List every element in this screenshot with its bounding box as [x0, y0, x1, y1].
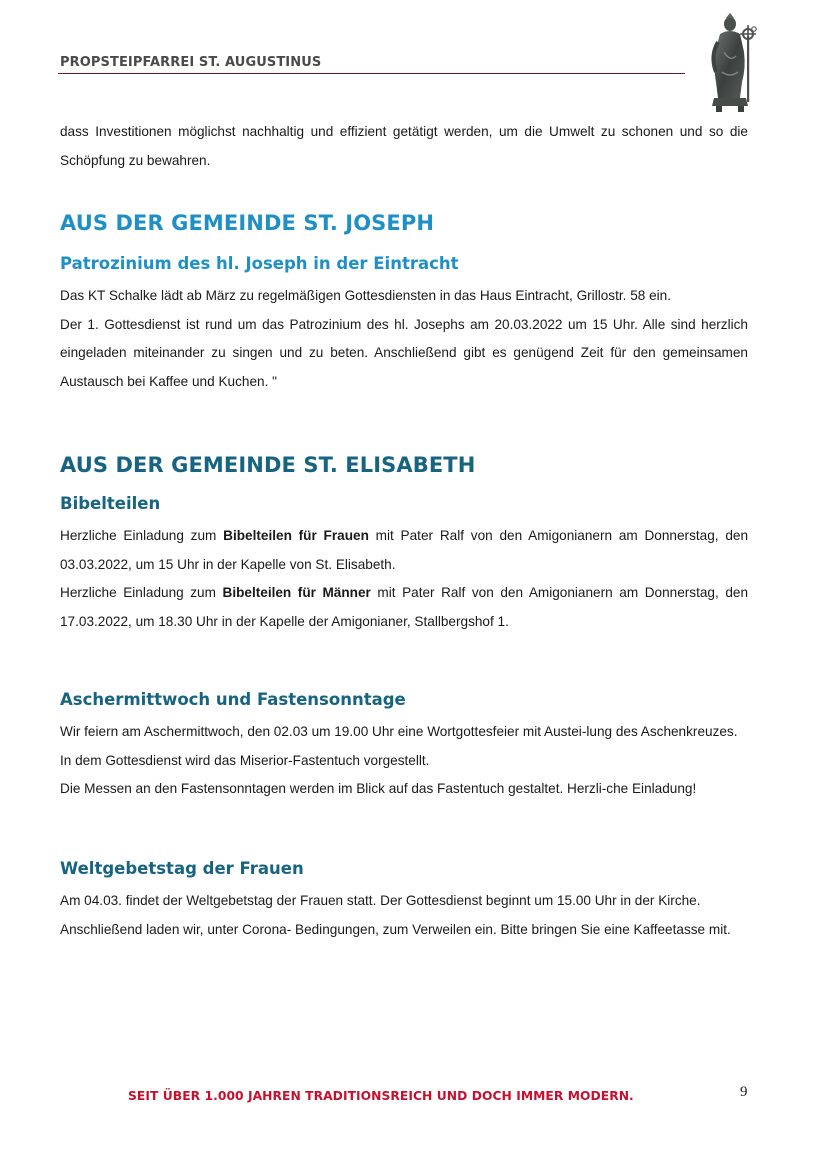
subsection-title: Weltgebetstag der Frauen [60, 859, 304, 878]
subsection-aschermittwoch [60, 690, 748, 709]
paragraph: Die Messen an den Fastensonntagen werden im Blick auf das Fastentuch gestaltet. Herzli-che Einladung! [60, 781, 697, 797]
subsection-title: Patrozinium des hl. Joseph in der Eintracht [60, 254, 459, 273]
section-st-joseph [60, 211, 748, 235]
paragraph-maenner [60, 579, 748, 636]
paragraph: Wir feiern am Aschermittwoch, den 02.03 um 19.00 Uhr eine Wortgottesfeier mit Austei-lung des Aschenkreuzes. In dem Gottesdienst wird das Miserior-Fastentuch vorgestellt. [60, 724, 738, 768]
text: mit Pater Ralf von den Amigonianern am Donnerstag, den 17.03.2022, um 18.30 Uhr in der Kapelle der Amigonianer, Stallbergshof 1. [60, 585, 749, 629]
bold-text: Bibelteilen für Frauen [223, 528, 369, 543]
page-number: 9 [740, 1084, 748, 1100]
subsection-title: Bibelteilen [60, 494, 161, 513]
paragraph-frauen [60, 522, 748, 579]
patrozinium-text [60, 282, 748, 396]
bold-text: Bibelteilen für Männer [222, 585, 371, 601]
paragraph: Der 1. Gottesdienst ist rund um das Patrozinium des hl. Josephs am 20.03.2022 um 15 Uhr. Alle sind herzlich eingeladen miteinander zu singen und zu beten. Anschließend gibt es genügend Zeit für den gemeinsamen Austausch bei Kaffee und Kuchen. " [60, 316, 748, 389]
subsection-weltgebetstag [60, 859, 748, 878]
intro-paragraph: dass Investitionen möglichst nachhaltig und effizient getätigt werden, um die Umwelt zu schonen und so die Schöpfung zu bewahren. [60, 124, 748, 168]
section-title: AUS DER GEMEINDE ST. JOSEPH [60, 211, 435, 235]
subsection-patrozinium [60, 254, 748, 273]
intro-block [60, 118, 748, 175]
augustinus-statue-icon [700, 12, 770, 114]
aschermittwoch-text [60, 718, 748, 804]
subsection-bibelteilen [60, 494, 748, 513]
subsection-title: Aschermittwoch und Fastensonntage [60, 690, 406, 709]
weltgebetstag-text [60, 887, 748, 944]
header-title: PROPSTEIPFARREI ST. AUGUSTINUS [60, 55, 322, 70]
text: Herzliche Einladung zum [60, 585, 223, 601]
footer-slogan: SEIT ÜBER 1.000 JAHREN TRADITIONSREICH UND DOCH IMMER MODERN. [128, 1089, 634, 1103]
bibelteilen-text [60, 522, 748, 636]
section-st-elisabeth [60, 453, 748, 477]
text: Herzliche Einladung zum [60, 528, 224, 543]
paragraph: Das KT Schalke lädt ab März zu regelmäßigen Gottesdiensten in das Haus Eintracht, Grillostr. 58 ein. [60, 288, 672, 303]
header-rule [58, 73, 685, 74]
section-title: AUS DER GEMEINDE ST. ELISABETH [60, 453, 476, 477]
text: mit Pater Ralf von den Amigonianern am Donnerstag, den 03.03.2022, um 15 Uhr in der Kapelle von St. Elisabeth. [60, 528, 748, 572]
paragraph: Am 04.03. findet der Weltgebetstag der Frauen statt. Der Gottesdienst beginnt um 15.00 Uhr in der Kirche. Anschließend laden wir, unter Corona- Bedingungen, zum Verweilen ein. Bitte bringen Sie eine Kaffeetasse mit. [60, 893, 731, 937]
